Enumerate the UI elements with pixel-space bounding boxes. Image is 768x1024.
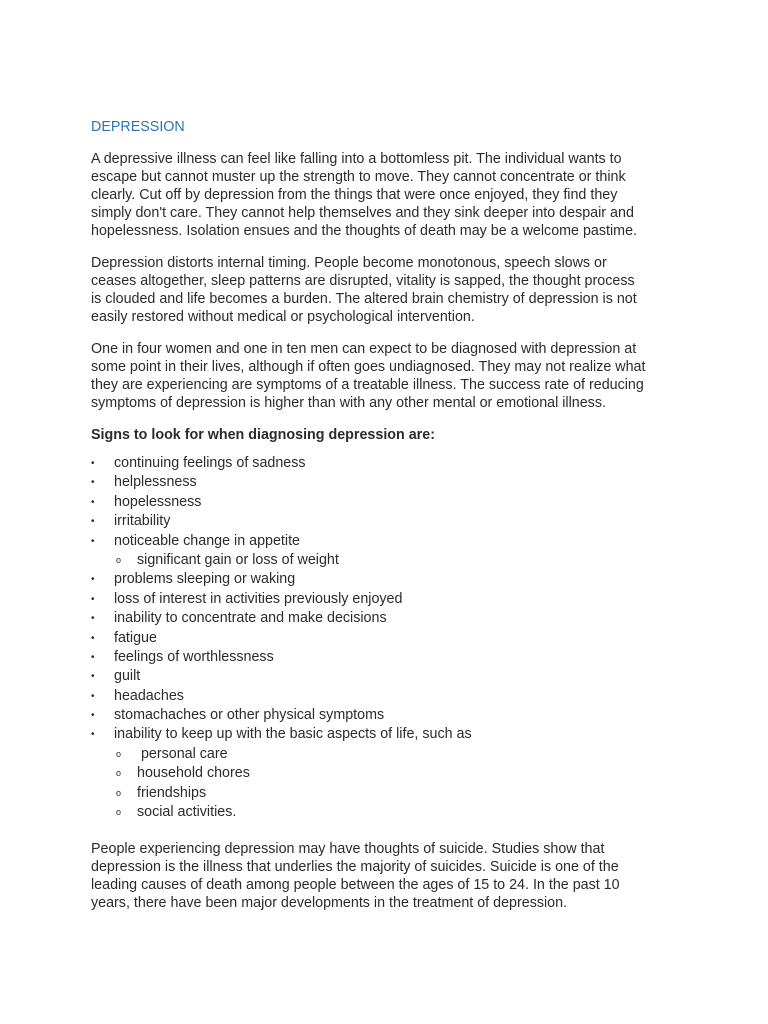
sub-list-item: [91, 784, 681, 803]
sub-list-item: [91, 764, 681, 783]
text-line: they are experiencing are symptoms of a treatable illness. The success rate of reducing: [91, 377, 644, 393]
document-content: [91, 118, 681, 926]
list-item-text: hopelessness: [114, 493, 202, 510]
list-item-text: irritability: [114, 513, 171, 530]
bullet-icon: •: [91, 651, 95, 663]
sub-list-item: [91, 745, 681, 764]
list-item: [91, 725, 681, 744]
list-item-text: feelings of worthlessness: [114, 648, 274, 665]
signs-list: [91, 454, 681, 822]
list-item: [91, 667, 681, 686]
text-line: symptoms of depression is higher than with any other mental or emotional illness.: [91, 395, 606, 411]
sub-bullet-icon: o: [116, 748, 122, 759]
list-item-text: household chores: [137, 765, 250, 782]
list-item: [91, 570, 681, 589]
list-item-text: continuing feelings of sadness: [114, 455, 306, 471]
list-item-text: stomachaches or other physical symptoms: [114, 707, 385, 724]
bullet-icon: •: [91, 729, 95, 741]
sub-bullet-icon: o: [116, 807, 122, 818]
list-item-text: fatigue: [114, 629, 157, 646]
bullet-icon: •: [91, 710, 95, 722]
bullet-icon: •: [91, 477, 95, 489]
list-item: [91, 609, 681, 628]
text-line: depression is the illness that underlies the majority of suicides. Suicide is one of the: [91, 859, 619, 876]
list-item-text: helplessness: [114, 474, 197, 491]
bullet-icon: •: [91, 671, 95, 683]
list-item-text: problems sleeping or waking: [114, 571, 296, 588]
sub-list-item: [91, 803, 681, 822]
list-item-text: guilt: [114, 668, 141, 685]
text-line: leading causes of death among people between the ages of 15 to 24. In the past 10: [91, 877, 620, 894]
bullet-icon: •: [91, 690, 95, 702]
paragraph-statistics: [91, 340, 681, 412]
paragraph-timing: [91, 254, 681, 326]
bullet-icon: •: [91, 535, 95, 547]
text-line: clearly. Cut off by depression from the things that were once enjoyed, they find they: [91, 187, 618, 203]
text-line: People experiencing depression may have thoughts of suicide. Studies show that: [91, 841, 605, 858]
sub-bullet-icon: o: [116, 787, 122, 798]
list-item-text: social activities.: [137, 804, 237, 821]
list-item: [91, 648, 681, 667]
list-item: [91, 473, 681, 492]
text-line: easily restored without medical or psychological intervention.: [91, 309, 475, 325]
list-item: [91, 590, 681, 609]
list-item-text: personal care: [137, 745, 228, 762]
bullet-icon: •: [91, 593, 95, 605]
paragraph-closing: [91, 840, 681, 912]
text-line: years, there have been major developments in the treatment of depression.: [91, 895, 568, 912]
text-line: simply don't care. They cannot help themselves and they sink deeper into despair and: [91, 205, 634, 221]
text-line: is clouded and life becomes a burden. The altered brain chemistry of depression is not: [91, 291, 637, 307]
text-line: some point in their lives, although if often goes undiagnosed. They may not realize what: [91, 359, 646, 375]
list-item: [91, 454, 681, 473]
text-line: hopelessness. Isolation ensues and the thoughts of death may be a welcome pastime.: [91, 223, 638, 239]
bullet-icon: •: [91, 458, 95, 469]
text-line: Depression distorts internal timing. People become monotonous, speech slows or: [91, 255, 607, 271]
list-item-text: inability to keep up with the basic aspects of life, such as: [114, 726, 472, 743]
list-item: [91, 512, 681, 531]
list-item-text: inability to concentrate and make decisions: [114, 610, 387, 627]
bullet-icon: •: [91, 516, 95, 528]
list-item-text: loss of interest in activities previously enjoyed: [114, 590, 403, 607]
list-item: [91, 493, 681, 512]
sub-bullet-icon: o: [116, 554, 122, 565]
bullet-icon: •: [91, 613, 95, 625]
list-item-text: noticeable change in appetite: [114, 532, 301, 549]
bullet-icon: •: [91, 496, 95, 508]
text-line: One in four women and one in ten men can expect to be diagnosed with depression at: [91, 341, 637, 357]
list-item: [91, 687, 681, 706]
bullet-icon: •: [91, 574, 95, 586]
list-item: [91, 532, 681, 551]
list-item: [91, 706, 681, 725]
list-item: [91, 629, 681, 648]
text-line: ceases altogether, sleep patterns are disrupted, vitality is sapped, the thought process: [91, 273, 635, 289]
signs-heading: Signs to look for when diagnosing depression are:: [91, 427, 435, 443]
list-item-text: significant gain or loss of weight: [137, 551, 339, 568]
sub-bullet-icon: o: [116, 768, 122, 779]
sub-list-item: [91, 551, 681, 570]
text-line: escape but cannot muster up the strength to move. They cannot concentrate or think: [91, 169, 626, 185]
text-line: A depressive illness can feel like falling into a bottomless pit. The individual wants to: [91, 151, 622, 167]
list-item-text: friendships: [137, 784, 207, 801]
list-item-text: headaches: [114, 687, 184, 704]
paragraph-intro: [91, 150, 681, 240]
document-title: DEPRESSION: [91, 119, 185, 135]
bullet-icon: •: [91, 632, 95, 644]
